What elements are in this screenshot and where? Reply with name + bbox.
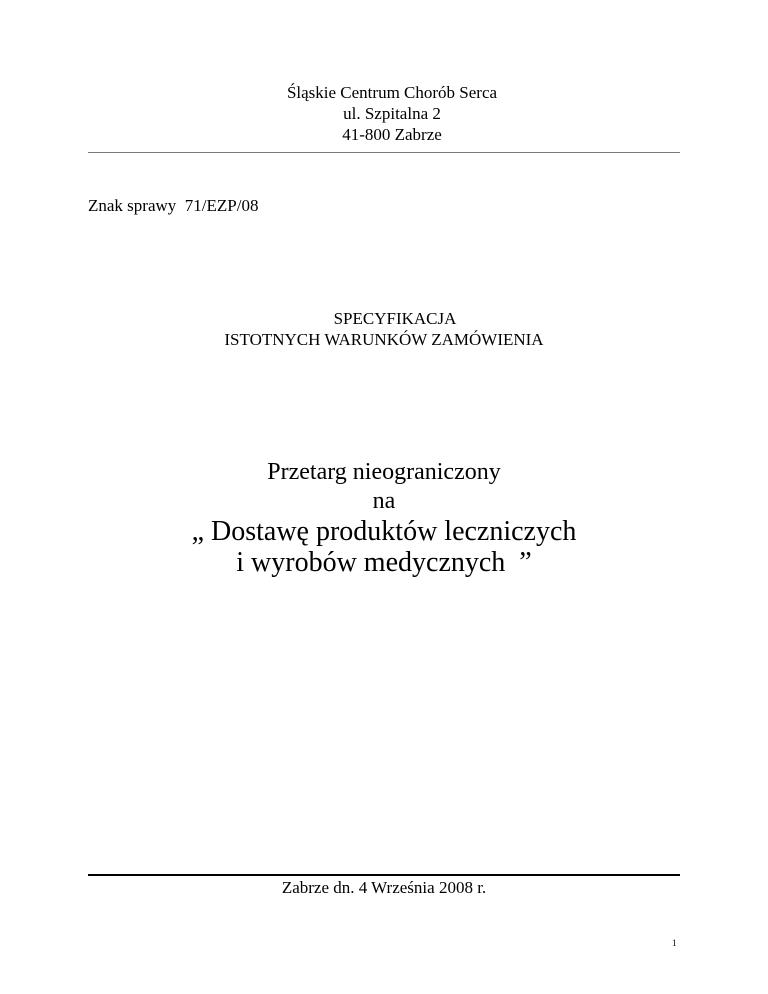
tender-title-line-3: „ Dostawę produktów leczniczych xyxy=(191,516,577,547)
institution-name: Śląskie Centrum Chorób Serca xyxy=(286,83,498,102)
footer-divider xyxy=(88,874,680,876)
tender-title-line-2: na xyxy=(372,488,396,514)
page-number: 1 xyxy=(672,938,677,948)
institution-header xyxy=(88,82,680,145)
footer-date: Zabrze dn. 4 Września 2008 r. xyxy=(281,878,487,897)
specification-line-2: ISTOTNYCH WARUNKÓW ZAMÓWIENIA xyxy=(224,330,544,349)
institution-city: 41-800 Zabrze xyxy=(342,125,442,144)
tender-title-line-1: Przetarg nieograniczony xyxy=(267,459,501,485)
specification-line-1: SPECYFIKACJA xyxy=(333,309,457,328)
header-divider xyxy=(88,152,680,153)
specification-heading xyxy=(88,308,680,350)
tender-title-line-4: i wyrobów medycznych ” xyxy=(236,547,532,578)
case-number: Znak sprawy 71/EZP/08 xyxy=(88,196,259,215)
tender-title xyxy=(88,458,680,578)
institution-street: ul. Szpitalna 2 xyxy=(343,104,441,123)
